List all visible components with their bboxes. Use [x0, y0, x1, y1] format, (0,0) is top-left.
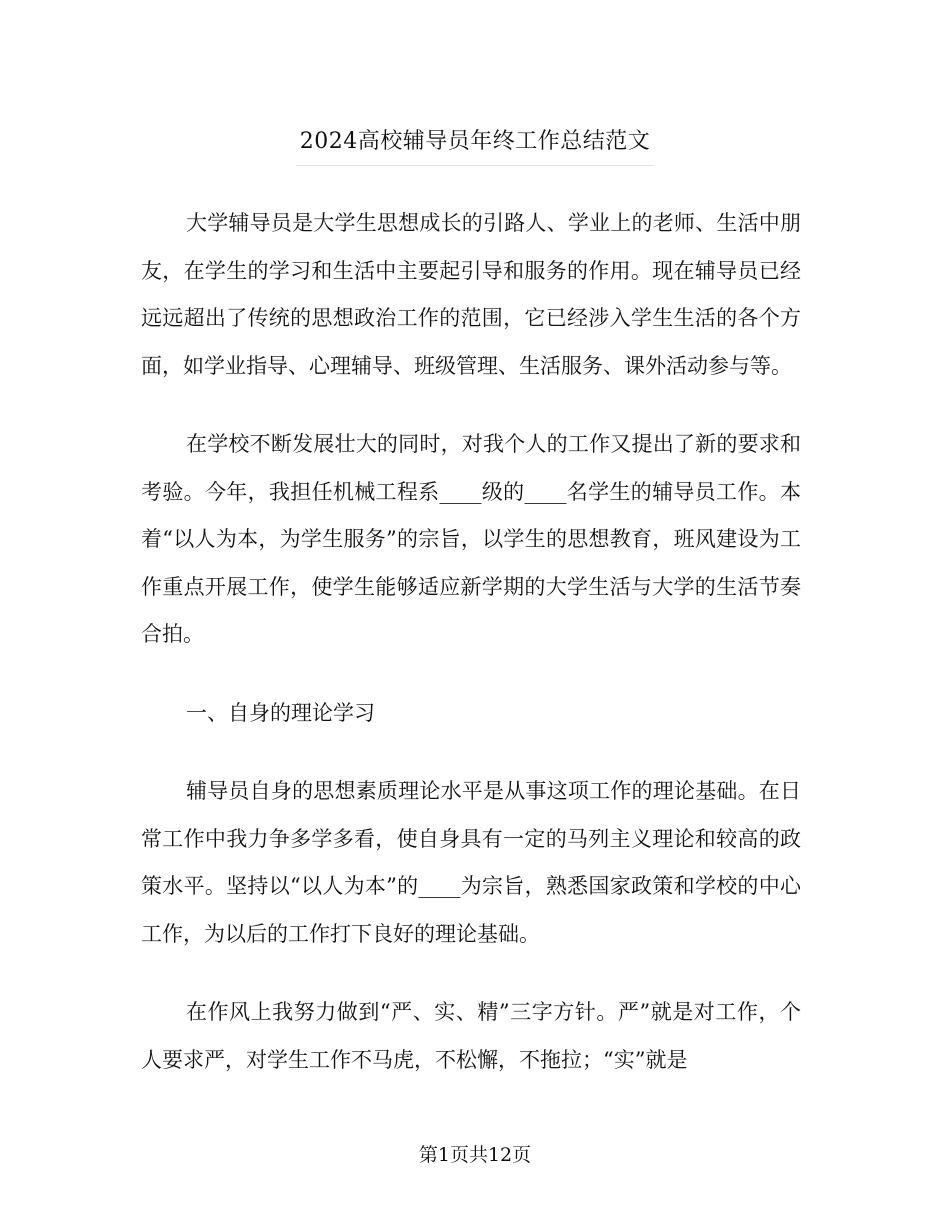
paragraph-theory: 辅导员自身的思想素质理论水平是从事这项工作的理论基础。在日常工作中我力争多学多看，使自身具有一定的马列主义理论和较高的政策水平。坚持以“以人为本”的____为宗旨，熟悉国家政策和学校的中心工作，为以后的工作打下良好的理论基础。: [141, 779, 801, 946]
section-heading-theory-study: 一、自身的理论学习: [186, 700, 375, 725]
document-title: 2024高校辅导员年终工作总结范文: [296, 124, 655, 166]
paragraph-work-style: 在作风上我努力做到“严、实、精”三字方针。严”就是对工作，个人要求严，对学生工作不马虎，不松懈，不拖拉；“实”就是: [141, 1000, 801, 1072]
title-container: [0, 124, 950, 166]
page-number-footer: 第1页共12页: [418, 1144, 532, 1166]
paragraph-intro: 大学辅导员是大学生思想成长的引路人、学业上的老师、生活中朋友，在学生的学习和生活中主要起引导和服务的作用。现在辅导员已经远远超出了传统的思想政治工作的范围，它已经涉入学生生活的各个方面，如学业指导、心理辅导、班级管理、生活服务、课外活动参与等。: [141, 211, 801, 378]
paragraph-assignment: 在学校不断发展壮大的同时，对我个人的工作又提出了新的要求和考验。今年，我担任机械工程系____级的____名学生的辅导员工作。本着“以人为本，为学生服务”的宗旨，以学生的思想教育，班风建设为工作重点开展工作，使学生能够适应新学期的大学生活与大学的生活节奏合拍。: [141, 432, 801, 646]
document-body: [141, 200, 801, 1115]
